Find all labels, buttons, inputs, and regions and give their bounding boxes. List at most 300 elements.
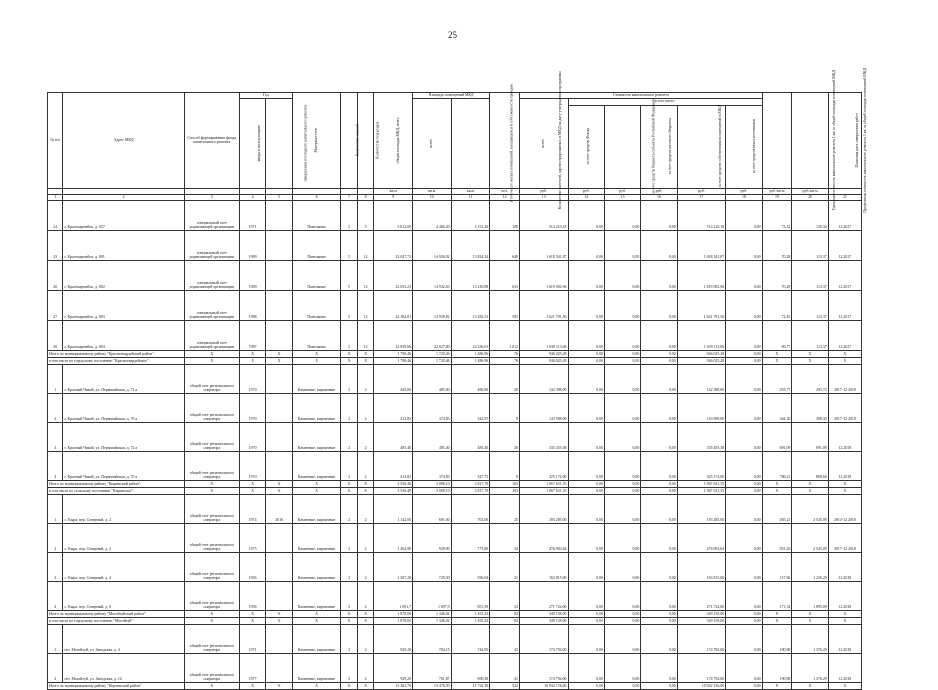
cell-m: общий счет регионального оператора <box>184 393 239 422</box>
cell-b: 1 346,02 <box>413 610 452 617</box>
cell-fl: 5 <box>341 290 358 320</box>
unit-cell: руб. <box>604 188 640 194</box>
cell-en: X <box>357 610 374 617</box>
cell-lim: 120,34 <box>792 200 828 230</box>
cell-a: 1 878,00 <box>374 617 413 624</box>
cell-d: 12.2017 <box>828 260 861 290</box>
cell-y2: X <box>266 617 292 624</box>
cell-f: 0,00 <box>568 320 604 350</box>
cell-f: 0,00 <box>568 494 604 523</box>
header-cost-group: Стоимость капитального ремонта <box>519 93 762 99</box>
cell-u: 691,09 <box>762 422 792 451</box>
cell-y1: X <box>239 480 265 487</box>
cell-f: 0,00 <box>568 364 604 393</box>
header-cost-other: за счет средств иных источников <box>726 105 762 188</box>
cell-x: 0,00 <box>726 357 762 364</box>
header-floors: Количество этажей <box>341 93 358 189</box>
cell-p: 43 <box>490 624 520 653</box>
cell-h: 0,00 <box>641 653 677 682</box>
cell-en: 2 <box>357 624 374 653</box>
cell-fl: 2 <box>341 422 358 451</box>
column-number: 16 <box>641 194 677 200</box>
cell-lim: 691,09 <box>792 422 828 451</box>
subtotal-label: Итого по муниципальному району "Красногвардейский район": <box>48 350 185 357</box>
cell-y2 <box>266 393 292 422</box>
cell-d: 12.2018 <box>828 624 861 653</box>
table-row <box>48 624 862 653</box>
cell-y2 <box>266 653 292 682</box>
cell-g: 0,00 <box>604 451 640 480</box>
subtotal-row <box>48 487 862 494</box>
cell-p: 41 <box>490 653 520 682</box>
cell-h: 0,00 <box>641 581 677 610</box>
cell-en: X <box>357 487 374 494</box>
cell-a: 1 362,90 <box>374 523 413 552</box>
cell-wall: Каменные, кирпичные <box>292 552 341 581</box>
cell-g: 0,00 <box>604 393 640 422</box>
cell-x: 0,00 <box>726 653 762 682</box>
cell-n: 2 <box>48 393 63 422</box>
cell-a: 1 790,46 <box>374 357 413 364</box>
cell-wall: X <box>292 682 341 689</box>
cell-o: 142 398,00 <box>677 364 726 393</box>
cell-wall: X <box>292 357 341 364</box>
header-area-group: Площадь помещений МКД <box>413 93 490 99</box>
cell-o: 1 621 791,56 <box>677 290 726 320</box>
cell-s: 514 210,18 <box>519 200 568 230</box>
cell-wall: Каменные, кирпичные <box>292 653 341 682</box>
cell-n: 26 <box>48 260 63 290</box>
cell-s: 174 794,00 <box>519 653 568 682</box>
header-area-all: всего <box>413 98 452 188</box>
cell-y1: X <box>239 617 265 624</box>
cell-n: 24 <box>48 200 63 230</box>
column-number: 2 <box>63 194 184 200</box>
unit-cell: руб. <box>568 188 604 194</box>
cell-n: 25 <box>48 230 63 260</box>
cell-o: 271 724,00 <box>677 581 726 610</box>
cell-o: 1 639 113,06 <box>677 320 726 350</box>
cell-o: 1 067 631,35 <box>677 487 726 494</box>
cell-p: 648 <box>490 230 520 260</box>
cell-b: 14 932,63 <box>413 260 452 290</box>
cell-d: X <box>828 487 861 494</box>
unit-cell: руб./кв.м <box>762 188 792 194</box>
cell-f: 0,00 <box>568 552 604 581</box>
cell-a: 3 536,40 <box>374 487 413 494</box>
cell-lim: 2 545,09 <box>792 523 828 552</box>
cell-a: 1 367,20 <box>374 552 413 581</box>
cell-s: 946 025,28 <box>519 350 568 357</box>
cell-d: 2017-12.2018 <box>828 364 861 393</box>
cell-y2 <box>266 422 292 451</box>
cell-y2: X <box>266 350 292 357</box>
header-year-build: ввода в эксплуатацию <box>239 98 265 188</box>
cell-x: 0,00 <box>726 290 762 320</box>
cell-o: 10 942 156,00 <box>677 682 726 689</box>
cell-addr: пгт. Могойтуй, ул. Заводская, д. 4 <box>63 624 184 653</box>
table-row <box>48 364 862 393</box>
column-number: 3 <box>184 194 239 200</box>
cell-x: 0,00 <box>726 422 762 451</box>
cell-h: 0,00 <box>641 451 677 480</box>
cell-lim: 113,37 <box>792 290 828 320</box>
cell-f: 0,00 <box>568 682 604 689</box>
cell-y2 <box>266 290 292 320</box>
column-number: 17 <box>677 194 726 200</box>
cell-o: 335 455,38 <box>677 422 726 451</box>
cell-addr: г. Красный Чикой, ул. Первомайская, д. 70 а <box>63 451 184 480</box>
cell-h: 0,00 <box>641 624 677 653</box>
cell-y2: 2016 <box>266 494 292 523</box>
cell-c: 4 151,26 <box>451 200 490 230</box>
table-header <box>48 67 868 213</box>
cell-u: X <box>762 682 792 689</box>
cell-a: 929,20 <box>374 624 413 653</box>
table-row <box>48 653 862 682</box>
cell-b: 928,90 <box>413 523 452 552</box>
cell-y2: X <box>266 480 292 487</box>
cell-fl: 2 <box>341 653 358 682</box>
cell-s: 143 998,00 <box>519 393 568 422</box>
cell-fl: X <box>341 617 358 624</box>
subtotal-label: в том числе по городскому поселению "Красногвардейское": <box>48 357 185 364</box>
cell-y1: 1956 <box>239 581 265 610</box>
table-body <box>48 200 862 689</box>
cell-y1: X <box>239 350 265 357</box>
cell-fl: 2 <box>341 624 358 653</box>
cell-lim: 1 226,29 <box>792 552 828 581</box>
cell-c: 13 216,88 <box>451 260 490 290</box>
cell-lim: X <box>792 357 828 364</box>
cell-lim: 1 376,29 <box>792 653 828 682</box>
cell-y1: 1970 <box>239 393 265 422</box>
cell-h: 0,00 <box>641 200 677 230</box>
cell-d: 12.2018 <box>828 422 861 451</box>
cell-g: 0,00 <box>604 260 640 290</box>
table-row <box>48 552 862 581</box>
cell-h: 0,00 <box>641 552 677 581</box>
cell-f: 0,00 <box>568 230 604 260</box>
cell-y2 <box>266 364 292 393</box>
cell-y2 <box>266 230 292 260</box>
cell-g: 0,00 <box>604 200 640 230</box>
cell-o: 514 210,18 <box>677 200 726 230</box>
cell-b: 14 926,92 <box>413 230 452 260</box>
cell-wall: X <box>292 480 341 487</box>
cell-lim: 293,72 <box>792 364 828 393</box>
cell-b: 1 720,46 <box>413 357 452 364</box>
cell-p: 76 <box>490 350 520 357</box>
cell-n: 4 <box>48 451 63 480</box>
cell-wall: Каменные, кирпичные <box>292 523 341 552</box>
cell-fl: 5 <box>341 200 358 230</box>
cell-u: 190,88 <box>762 653 792 682</box>
cell-p: 583 <box>490 290 520 320</box>
cell-b: 3 088,10 <box>413 487 452 494</box>
header-cost-all: всего <box>519 98 568 188</box>
cell-d: X <box>828 357 861 364</box>
cell-c: 744,95 <box>451 624 490 653</box>
cell-s: 325 174,00 <box>519 451 568 480</box>
cell-c: 1 486,96 <box>451 350 490 357</box>
cell-wall: Панельные <box>292 290 341 320</box>
cell-wall: Каменные, кирпичные <box>292 581 341 610</box>
cell-s: 1 618 341,87 <box>519 230 568 260</box>
header-cost-subject: за счет средств бюджета субъекта Российской Федерации <box>604 105 640 188</box>
unit-cell: кв.м <box>413 188 452 194</box>
unit-cell: руб. <box>519 188 568 194</box>
cell-m: специальный счет управляющей организации <box>184 290 239 320</box>
cell-f: 0,00 <box>568 624 604 653</box>
cell-c: 690,48 <box>451 653 490 682</box>
cell-o: 1 618 341,87 <box>677 230 726 260</box>
cell-c: 556,04 <box>451 552 490 581</box>
cell-fl: 2 <box>341 581 358 610</box>
cell-d: X <box>828 682 861 689</box>
cell-o: 163 815,00 <box>677 552 726 581</box>
column-number: 12 <box>490 194 520 200</box>
cell-u: 190,88 <box>762 624 792 653</box>
cell-x: 0,00 <box>726 230 762 260</box>
cell-fl: 2 <box>341 494 358 523</box>
cell-d: 12.2017 <box>828 320 861 350</box>
cell-y2: X <box>266 610 292 617</box>
cell-p: 76 <box>490 357 520 364</box>
cell-fl: 2 <box>341 523 358 552</box>
cell-lim: 868,60 <box>792 451 828 480</box>
cell-m: общий счет регионального оператора <box>184 523 239 552</box>
cell-fl: X <box>341 357 358 364</box>
cell-wall: Панельные <box>292 260 341 290</box>
cell-addr: г. Красный Чикой, ул. Первомайская, д. 72 а <box>63 364 184 393</box>
cell-x: 0,00 <box>726 320 762 350</box>
cell-fl: 2 <box>341 451 358 480</box>
cell-y1: 1970 <box>239 364 265 393</box>
cell-en: 12 <box>357 320 374 350</box>
cell-addr: г. Красноармейск, д. 803 <box>63 290 184 320</box>
cell-x: 0,00 <box>726 552 762 581</box>
subtotal-label: в том числе по городскому поселению "Могойтуй": <box>48 617 185 624</box>
cell-d: 12.2017 <box>828 290 861 320</box>
cell-d: 2017-12.2018 <box>828 393 861 422</box>
cell-en: 2 <box>357 451 374 480</box>
unit-cell: кв.м <box>451 188 490 194</box>
cell-y1: 1971 <box>239 624 265 653</box>
cell-f: 0,00 <box>568 350 604 357</box>
header-unit-cost: Удельная стоимость капитального ремонта 1 кв. м общей площади помещений МКД <box>762 93 792 189</box>
cell-d: 2017-12.2018 <box>828 523 861 552</box>
cell-y2 <box>266 581 292 610</box>
cell-n: 2 <box>48 523 63 552</box>
cell-p: 21 <box>490 552 520 581</box>
cell-wall: Каменные, кирпичные <box>292 451 341 480</box>
cell-m: общий счет регионального оператора <box>184 451 239 480</box>
cell-o: 325 174,00 <box>677 451 726 480</box>
cell-u: X <box>762 610 792 617</box>
cell-b: 4 466,20 <box>413 200 452 230</box>
cell-f: 0,00 <box>568 393 604 422</box>
cell-x: 0,00 <box>726 682 762 689</box>
cell-x: 0,00 <box>726 451 762 480</box>
cell-g: 0,00 <box>604 523 640 552</box>
cell-b: 784,15 <box>413 624 452 653</box>
cell-h: 0,00 <box>641 393 677 422</box>
cell-b: 3 088,10 <box>413 480 452 487</box>
column-number: 18 <box>726 194 762 200</box>
cell-y2 <box>266 200 292 230</box>
cell-lim: X <box>792 610 828 617</box>
cell-p: 34 <box>490 523 520 552</box>
cell-b: 729,30 <box>413 552 452 581</box>
cell-y1: 1988 <box>239 290 265 320</box>
cell-wall: Каменные, кирпичные <box>292 393 341 422</box>
cell-g: 0,00 <box>604 290 640 320</box>
cell-en: 2 <box>357 523 374 552</box>
cell-a: 445,00 <box>374 364 413 393</box>
cell-d: X <box>828 610 861 617</box>
cell-x: 0,00 <box>726 480 762 487</box>
cell-h: 0,00 <box>641 290 677 320</box>
cell-p: 180 <box>490 200 520 230</box>
cell-fl: 2 <box>341 552 358 581</box>
cell-p: 103 <box>490 480 520 487</box>
cell-b: 13 476,50 <box>413 682 452 689</box>
cell-o: 174 794,00 <box>677 653 726 682</box>
header-wall: Материал стен <box>292 93 341 189</box>
cell-en: 2 <box>357 581 374 610</box>
cell-x: 0,00 <box>726 350 762 357</box>
cell-b: 485,00 <box>413 364 452 393</box>
cell-h: 0,00 <box>641 364 677 393</box>
cell-a: 5 012,00 <box>374 200 413 230</box>
cell-a: 22 839,66 <box>374 320 413 350</box>
cell-c: 11 722,50 <box>451 682 490 689</box>
unit-cell: чел. <box>490 188 520 194</box>
cell-u: 831,20 <box>762 523 792 552</box>
cell-c: 22 236,01 <box>451 320 490 350</box>
cell-b: 761,87 <box>413 653 452 682</box>
cell-s: 1 067 631,35 <box>519 480 568 487</box>
cell-fl: 5 <box>341 320 358 350</box>
table-row <box>48 422 862 451</box>
cell-fl: X <box>341 610 358 617</box>
cell-b: 1 697,9 <box>413 581 452 610</box>
cell-x: 0,00 <box>726 393 762 422</box>
cell-m: X <box>184 480 239 487</box>
cell-lim: X <box>792 617 828 624</box>
cell-f: 0,00 <box>568 617 604 624</box>
cell-y1: 1975 <box>239 523 265 552</box>
cell-y1: 1977 <box>239 653 265 682</box>
cell-wall: Каменные, кирпичные <box>292 494 341 523</box>
cell-f: 0,00 <box>568 480 604 487</box>
cell-fl: 2 <box>341 393 358 422</box>
cell-s: 1 639 113,06 <box>519 320 568 350</box>
cell-h: 0,00 <box>641 494 677 523</box>
column-number: 8 <box>357 194 374 200</box>
subtotal-label: Итого по муниципальному району "Кыринский район": <box>48 480 185 487</box>
cell-h: 0,00 <box>641 617 677 624</box>
cell-s: 335 455,38 <box>519 422 568 451</box>
header-limit-cost: Предельная стоимость капитального ремонта 1 кв. м общей площади помещений МКД <box>792 93 828 189</box>
cell-s: 946 025,28 <box>519 357 568 364</box>
column-number: 21 <box>828 194 861 200</box>
cell-a: 413,83 <box>374 451 413 480</box>
header-cost-owners: за счет средств собственников помещений в МКД <box>677 105 726 188</box>
cell-addr: г. Красный Чикой, ул. Первомайская, д. 76 а <box>63 393 184 422</box>
cell-u: 117,66 <box>762 552 792 581</box>
cell-m: общий счет регионального оператора <box>184 364 239 393</box>
cell-c: 13 282,31 <box>451 290 490 320</box>
cell-a: 22 384,01 <box>374 290 413 320</box>
cell-h: 0,00 <box>641 480 677 487</box>
cell-f: 0,00 <box>568 260 604 290</box>
cell-o: 143 998,00 <box>677 393 726 422</box>
cell-n: 27 <box>48 290 63 320</box>
cell-u: X <box>762 617 792 624</box>
cell-m: X <box>184 617 239 624</box>
cell-g: 0,00 <box>604 357 640 364</box>
cell-en: X <box>357 682 374 689</box>
cell-d: 12.2017 <box>828 230 861 260</box>
table-row <box>48 260 862 290</box>
cell-y2: X <box>266 357 292 364</box>
cell-m: X <box>184 350 239 357</box>
cell-s: 1 621 791,56 <box>519 290 568 320</box>
subtotal-row <box>48 682 862 689</box>
cell-a: 929,20 <box>374 653 413 682</box>
cell-fl: 2 <box>341 364 358 393</box>
cell-lim: X <box>792 480 828 487</box>
cell-b: 22 827,80 <box>413 320 452 350</box>
cell-en: 2 <box>357 653 374 682</box>
column-number: 15 <box>604 194 640 200</box>
cell-u: 265,21 <box>762 494 792 523</box>
cell-h: 0,00 <box>641 422 677 451</box>
column-number: 20 <box>792 194 828 200</box>
cell-f: 0,00 <box>568 422 604 451</box>
cell-y2 <box>266 552 292 581</box>
cell-h: 0,00 <box>641 357 677 364</box>
cell-o: 183 285,00 <box>677 494 726 523</box>
cell-n: 3 <box>48 552 63 581</box>
subtotal-label: в том числе по сельскому поселению "Кыринское": <box>48 487 185 494</box>
cell-lim: 1 895,09 <box>792 581 828 610</box>
cell-s: 349 158,00 <box>519 617 568 624</box>
cell-x: 0,00 <box>726 364 762 393</box>
cell-y2 <box>266 260 292 290</box>
cell-m: специальный счет управляющей организации <box>184 260 239 290</box>
cell-x: 0,00 <box>726 610 762 617</box>
cell-c: 342,97 <box>451 393 490 422</box>
cell-u: 253,77 <box>762 364 792 393</box>
column-number: 4 <box>239 194 265 200</box>
cell-d: 12.2018 <box>828 653 861 682</box>
table-row <box>48 451 862 480</box>
cell-n: 3 <box>48 422 63 451</box>
column-number: 10 <box>413 194 452 200</box>
cell-m: общий счет регионального оператора <box>184 581 239 610</box>
header-year: Год <box>239 93 292 99</box>
cell-u: 344,30 <box>762 393 792 422</box>
table-row <box>48 230 862 260</box>
cell-h: 0,00 <box>641 230 677 260</box>
cell-wall: Каменные, кирпичные <box>292 422 341 451</box>
cell-p: 20 <box>490 422 520 451</box>
cell-m: общий счет регионального оператора <box>184 653 239 682</box>
cell-fl: X <box>341 682 358 689</box>
